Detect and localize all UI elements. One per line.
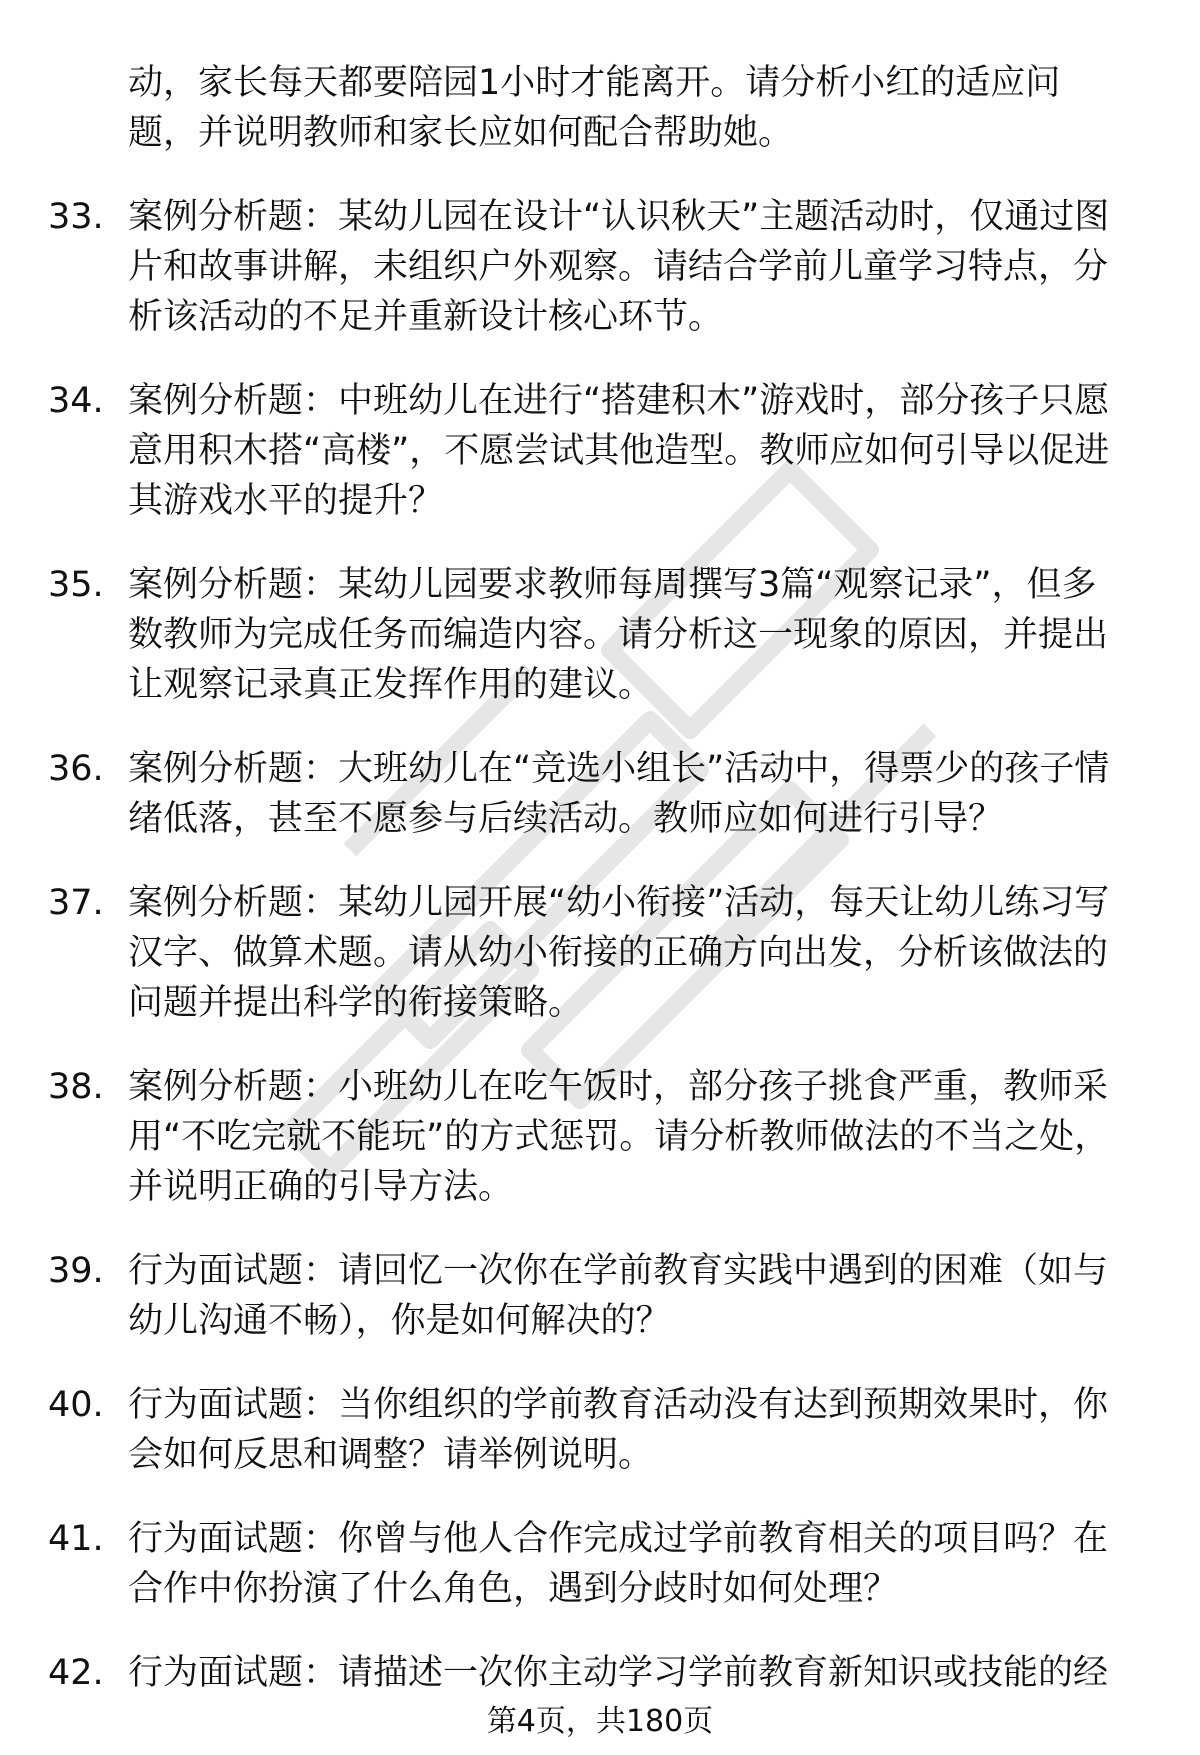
- page-footer: 第4页，共180页: [486, 1704, 714, 1739]
- question-item: [48, 1246, 1130, 1346]
- question-item: [48, 1514, 1130, 1614]
- question-number: 37.: [48, 883, 104, 923]
- question-number: 38.: [48, 1067, 104, 1107]
- question-text: 案例分析题：中班幼儿在进行“搭建积木”游戏时，部分孩子只愿意用积木搭“高楼”，不愿尝试其他造型。教师应如何引导以促进其游戏水平的提升？: [128, 381, 1110, 521]
- question-number: 35.: [48, 565, 104, 605]
- question-number: 36.: [48, 749, 104, 789]
- question-text: 案例分析题：某幼儿园开展“幼小衔接”活动，每天让幼儿练习写汉字、做算术题。请从幼小衔接的正确方向出发，分析该做法的问题并提出科学的衔接策略。: [128, 883, 1110, 1023]
- question-list: [0, 192, 1200, 1698]
- question-text: 案例分析题：某幼儿园在设计“认识秋天”主题活动时，仅通过图片和故事讲解，未组织户外观察。请结合学前儿童学习特点，分析该活动的不足并重新设计核心环节。: [128, 197, 1110, 337]
- question-item: [48, 744, 1130, 844]
- question-text: 行为面试题：请描述一次你主动学习学前教育新知识或技能的经: [128, 1653, 1109, 1693]
- question-number: 34.: [48, 381, 104, 421]
- question-text: 行为面试题：当你组织的学前教育活动没有达到预期效果时，你会如何反思和调整？请举例说明。: [128, 1385, 1109, 1475]
- question-text: 案例分析题：大班幼儿在“竞选小组长”活动中，得票少的孩子情绪低落，甚至不愿参与后续活动。教师应如何进行引导？: [128, 749, 1110, 839]
- document-body: [0, 58, 1200, 1698]
- question-item: [48, 376, 1130, 526]
- question-number: 42.: [48, 1653, 104, 1693]
- question-item: [48, 878, 1130, 1028]
- question-item: [48, 560, 1130, 710]
- question-text: 案例分析题：小班幼儿在吃午饭时，部分孩子挑食严重，教师采用“不吃完就不能玩”的方式惩罚。请分析教师做法的不当之处，并说明正确的引导方法。: [128, 1067, 1110, 1207]
- question-item: [48, 192, 1130, 342]
- question-number: 41.: [48, 1519, 104, 1559]
- question-number: 40.: [48, 1385, 104, 1425]
- question-number: 33.: [48, 197, 104, 237]
- continuation-paragraph: 动，家长每天都要陪园1小时才能离开。请分析小红的适应问题，并说明教师和家长应如何配合帮助她。: [128, 63, 1061, 153]
- question-text: 案例分析题：某幼儿园要求教师每周撰写3篇“观察记录”，但多数教师为完成任务而编造内容。请分析这一现象的原因，并提出让观察记录真正发挥作用的建议。: [128, 565, 1109, 705]
- question-item: [48, 1062, 1130, 1212]
- question-item: [48, 1648, 1130, 1698]
- question-text: 行为面试题：请回忆一次你在学前教育实践中遇到的困难（如与幼儿沟通不畅），你是如何解决的？: [128, 1251, 1109, 1341]
- question-text: 行为面试题：你曾与他人合作完成过学前教育相关的项目吗？在合作中你扮演了什么角色，遇到分歧时如何处理？: [128, 1519, 1109, 1609]
- question-item: [48, 1380, 1130, 1480]
- question-number: 39.: [48, 1251, 104, 1291]
